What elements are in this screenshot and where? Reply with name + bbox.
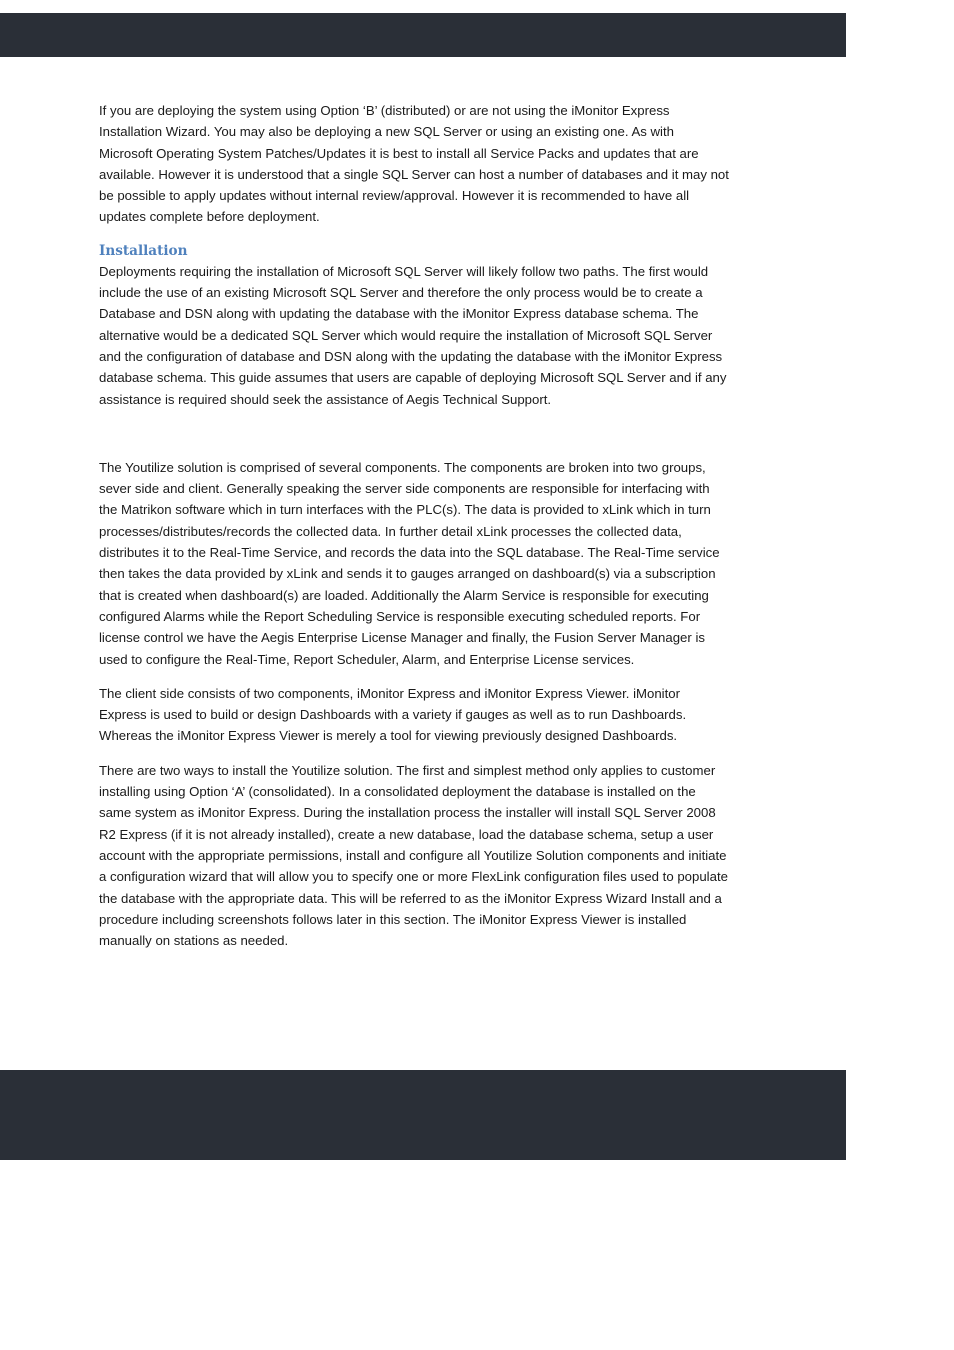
installation-heading: Installation: [99, 242, 188, 259]
client-paragraph: The client side consists of two components, iMonitor Express and iMonitor Express Viewer. iMonitor Express is used to build or design Dashboards with a variety if gauges as well as to run Dashboards. Whereas the iMonitor Express Viewer is merely a tool for viewing previously designed Dashboards.: [99, 685, 687, 744]
document-body: [99, 100, 729, 964]
section-spacer: [99, 423, 729, 457]
installation-paragraph: Deployments requiring the installation of Microsoft SQL Server will likely follow two paths. The first would include the use of an existing Microsoft SQL Server and therefore the only process would be to create a Database and DSN along with updating the database with the iMonitor Express database schema. The alternative would be a dedicated SQL Server which would require the installation of Microsoft SQL Server and the configuration of database and DSN along with the updating the database with the iMonitor Express database schema. This guide assumes that users are capable of deploying Microsoft SQL Server and if any assistance is required should seek the assistance of Aegis Technical Support.: [99, 263, 727, 407]
intro-paragraph: If you are deploying the system using Option ‘B’ (distributed) or are not using the iMonitor Express Installation Wizard. You may also be deploying a new SQL Server or using an existing one. As with Microsoft Operating System Patches/Updates it is best to install all Service Packs and updates that are available. However it is understood that a single SQL Server can host a number of databases and it may not be possible to apply updates without internal review/approval. However it is recommended to have all updates complete before deployment.: [99, 103, 729, 225]
install-methods-paragraph: There are two ways to install the Youtilize solution. The first and simplest method only applies to customer installing using Option ‘A’ (consolidated). In a consolidated deployment the database is installed on the same system as iMonitor Express. During the installation process the installer will install SQL Server 2008 R2 Express (if it is not already installed), create a new database, load the database schema, setup a user account with the appropriate permissions, install and configure all Youtilize Solution components and initiate a configuration wizard that will allow you to specify one or more FlexLink configuration files used to populate the database with the appropriate data. This will be referred to as the iMonitor Express Wizard Install and a procedure including screenshots follows later in this section. The iMonitor Express Viewer is installed manually on stations as needed.: [99, 762, 728, 949]
header-band: [0, 13, 846, 57]
footer-band: [0, 1070, 846, 1160]
components-paragraph: The Youtilize solution is comprised of several components. The components are broken into two groups, sever side and client. Generally speaking the server side components are responsible for interfacing with the Matrikon software which in turn interfaces with the PLC(s). The data is provided to xLink which in turn processes/distributes/records the collected data. In further detail xLink processes the collected data, distributes it to the Real-Time Service, and records the data into the SQL database. The Real-Time service then takes the data provided by xLink and sends it to gauges arranged on dashboard(s) via a subscription that is created when dashboard(s) are loaded. Additionally the Alarm Service is responsible for executing configured Alarms while the Report Scheduling Service is responsible executing scheduled reports. For license control we have the Aegis Enterprise License Manager and finally, the Fusion Server Manager is used to configure the Real-Time, Report Scheduler, Alarm, and Enterprise License services.: [99, 459, 720, 667]
